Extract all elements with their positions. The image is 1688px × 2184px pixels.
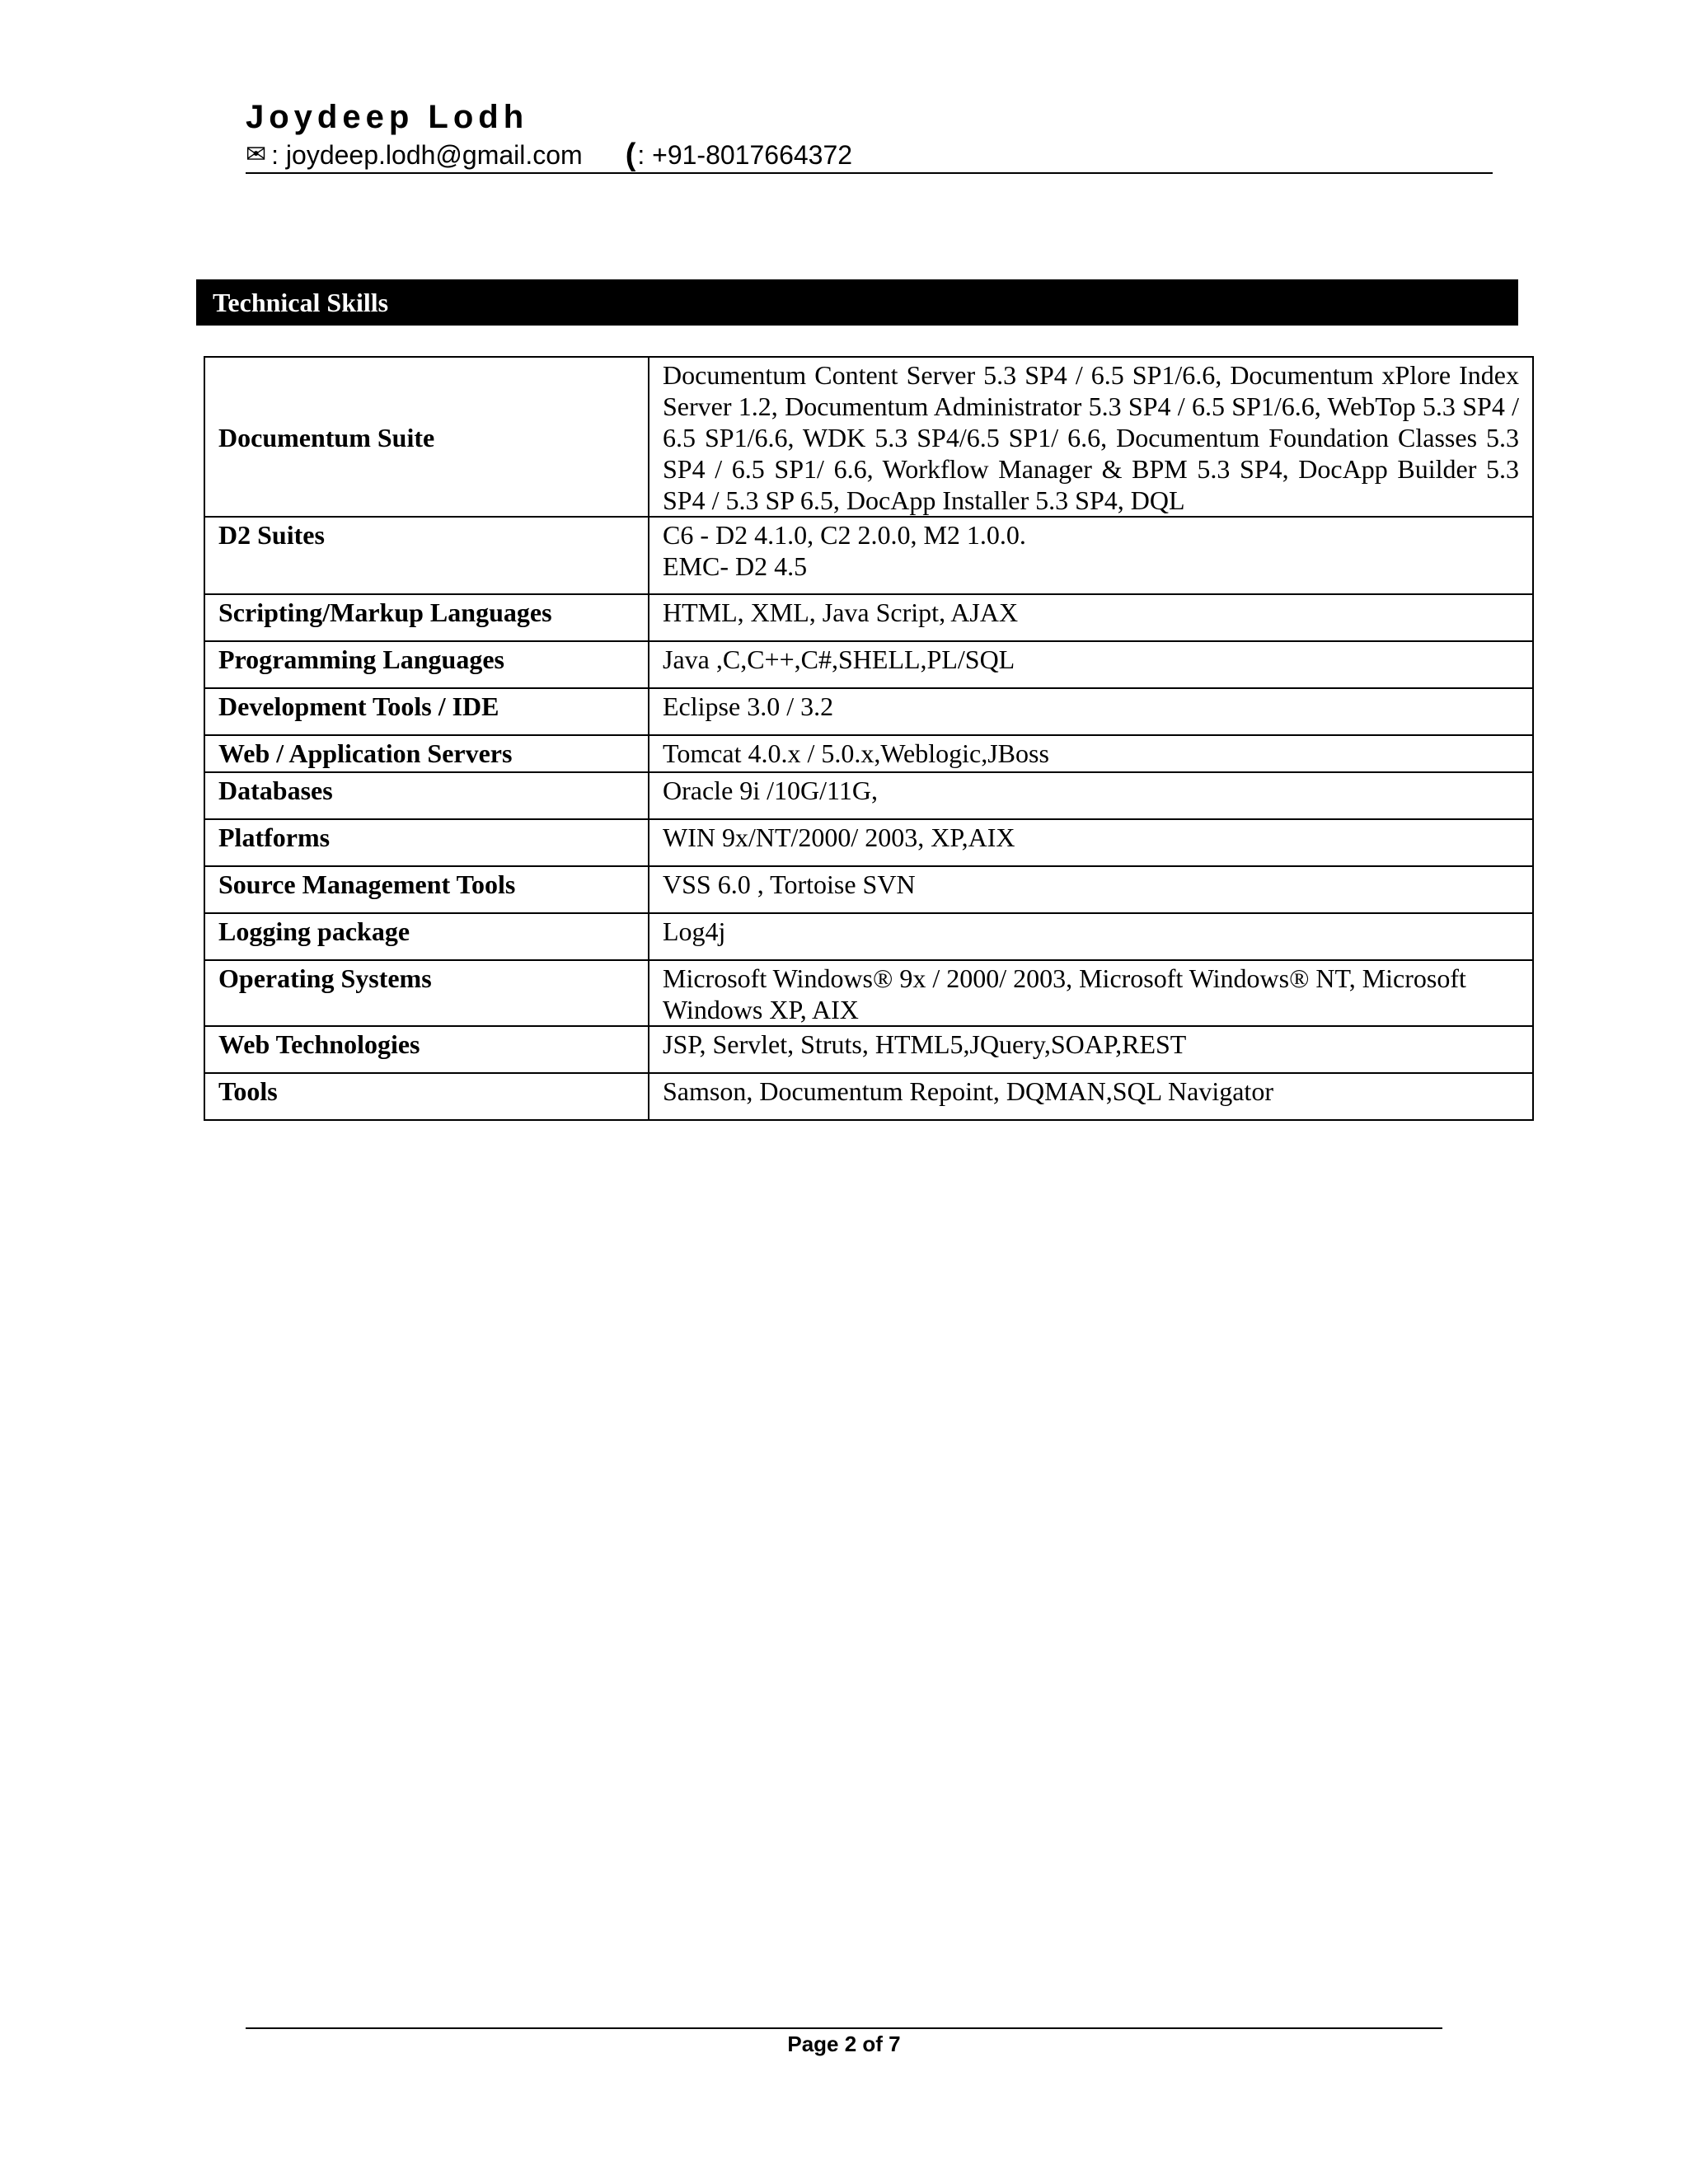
- skill-value-line: C6 - D2 4.1.0, C2 2.0.0, M2 1.0.0.: [663, 520, 1026, 550]
- table-row: [204, 913, 1533, 960]
- skills-table: [204, 356, 1534, 1121]
- phone-text: : +91-8017664372: [637, 140, 853, 170]
- skill-label: Operating Systems: [204, 960, 649, 1026]
- skill-label: Web Technologies: [204, 1026, 649, 1073]
- skill-value: Eclipse 3.0 / 3.2: [649, 688, 1533, 735]
- contact-line: [246, 138, 852, 171]
- table-row: [204, 866, 1533, 913]
- skill-label: Databases: [204, 772, 649, 819]
- skill-value: Oracle 9i /10G/11G,: [649, 772, 1533, 819]
- skill-label: Development Tools / IDE: [204, 688, 649, 735]
- skill-label: D2 Suites: [204, 517, 649, 594]
- skill-label: Logging package: [204, 913, 649, 960]
- skill-label: Platforms: [204, 819, 649, 866]
- skill-value: JSP, Servlet, Struts, HTML5,JQuery,SOAP,REST: [649, 1026, 1533, 1073]
- skill-value: Documentum Content Server 5.3 SP4 / 6.5 SP1/6.6, Documentum xPlore Index Server 1.2, Documentum Administrator 5.3 SP4 / 6.5 SP1/6.6, WebTop 5.3 SP4 / 6.5 SP1/6.6, WDK 5.3 SP4/6.5 SP1/ 6.6, Documentum Foundation Classes 5.3 SP4 / 6.5 SP1/ 6.6, Workflow Manager & BPM 5.3 SP4, DocApp Builder 5.3 SP4 / 5.3 SP 6.5, DocApp Installer 5.3 SP4, DQL: [649, 357, 1533, 517]
- skill-label: Programming Languages: [204, 641, 649, 688]
- table-row: [204, 1073, 1533, 1120]
- skill-value: WIN 9x/NT/2000/ 2003, XP,AIX: [649, 819, 1533, 866]
- skill-value: [649, 517, 1533, 594]
- table-row: [204, 735, 1533, 772]
- skill-value-line: EMC- D2 4.5: [663, 551, 808, 581]
- candidate-name: Joydeep Lodh: [246, 99, 529, 135]
- skill-label: Scripting/Markup Languages: [204, 594, 649, 641]
- skill-value: VSS 6.0 , Tortoise SVN: [649, 866, 1533, 913]
- header-divider: [246, 172, 1493, 174]
- skill-value: Samson, Documentum Repoint, DQMAN,SQL Navigator: [649, 1073, 1533, 1120]
- skill-value: HTML, XML, Java Script, AJAX: [649, 594, 1533, 641]
- skill-value: Microsoft Windows® 9x / 2000/ 2003, Microsoft Windows® NT, Microsoft Windows XP, AIX: [649, 960, 1533, 1026]
- phone-group: [626, 138, 852, 171]
- table-row: [204, 357, 1533, 517]
- email-text: : joydeep.lodh@gmail.com: [271, 140, 583, 170]
- skill-value: Tomcat 4.0.x / 5.0.x,Weblogic,JBoss: [649, 735, 1533, 772]
- table-row: [204, 772, 1533, 819]
- skill-value: Java ,C,C++,C#,SHELL,PL/SQL: [649, 641, 1533, 688]
- skill-label: Source Management Tools: [204, 866, 649, 913]
- footer-divider: [246, 2027, 1442, 2029]
- table-row: [204, 819, 1533, 866]
- table-row: [204, 517, 1533, 594]
- section-heading: Technical Skills: [196, 279, 1518, 326]
- table-row: [204, 1026, 1533, 1073]
- skill-label: Web / Application Servers: [204, 735, 649, 772]
- table-row: [204, 688, 1533, 735]
- skill-value: Log4j: [649, 913, 1533, 960]
- skill-label: Tools: [204, 1073, 649, 1120]
- table-row: [204, 960, 1533, 1026]
- envelope-icon: ✉: [246, 141, 267, 168]
- table-row: [204, 641, 1533, 688]
- skill-label: Documentum Suite: [204, 357, 649, 517]
- table-row: [204, 594, 1533, 641]
- phone-icon: (: [625, 138, 636, 172]
- page-number: Page 2 of 7: [787, 2032, 901, 2056]
